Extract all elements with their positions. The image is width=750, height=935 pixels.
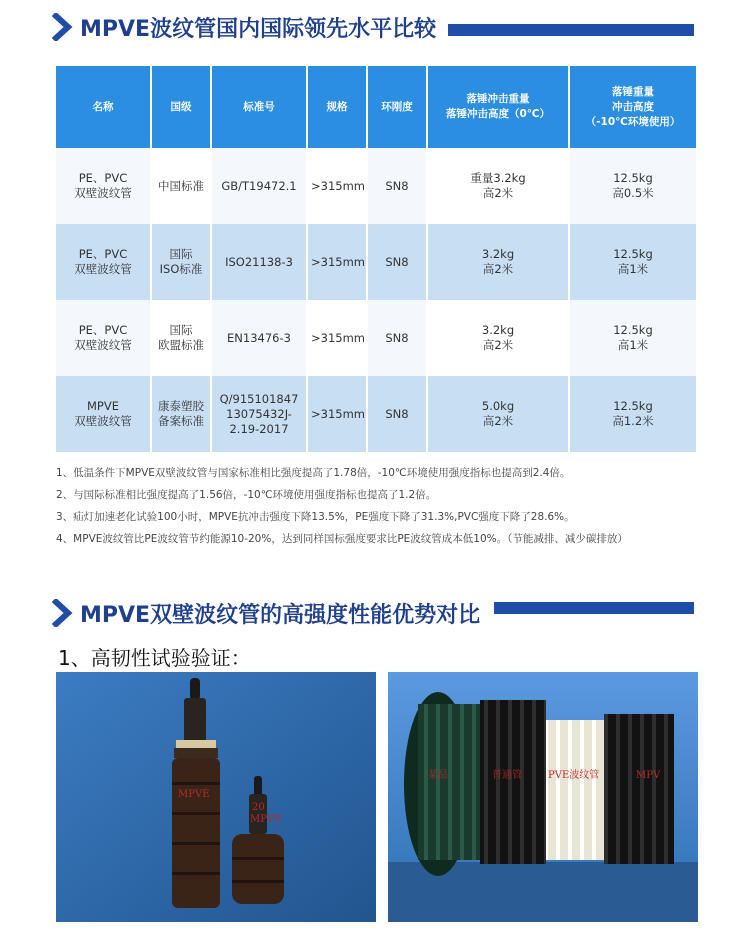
cell-impact-0c: 3.2kg 高2米: [428, 224, 570, 300]
cell-standard: ISO21138-3: [212, 224, 308, 300]
pipe-label: PVE波纹管: [548, 770, 600, 781]
table-row: [56, 376, 696, 452]
cell-standard: EN13476-3: [212, 300, 308, 376]
cell-impact-minus10c: 12.5kg 高0.5米: [570, 148, 696, 224]
chevron-right-icon: [50, 13, 76, 41]
cell-stiffness: SN8: [368, 224, 428, 300]
cell-level: 国际 ISO标准: [152, 224, 212, 300]
table-header-row: [56, 66, 696, 148]
cell-level: 康泰塑胶 备案标准: [152, 376, 212, 452]
chevron-right-icon: [50, 599, 76, 627]
cell-name: PE、PVC 双壁波纹管: [56, 148, 152, 224]
section-header-1: [0, 8, 750, 48]
cell-level: 中国标准: [152, 148, 212, 224]
subheading: 1、高韧性试验验证：: [58, 646, 251, 670]
cell-stiffness: SN8: [368, 148, 428, 224]
cell-impact-minus10c: 12.5kg 高1米: [570, 224, 696, 300]
cell-level: 国际 欧盟标准: [152, 300, 212, 376]
section-header-2: [0, 594, 750, 634]
cell-standard: GB/T19472.1: [212, 148, 308, 224]
cell-stiffness: SN8: [368, 376, 428, 452]
cell-spec: >315mm: [308, 224, 368, 300]
notes-list: [56, 462, 696, 550]
header-standard: 标准号: [212, 66, 308, 148]
section-divider-bar: [494, 602, 694, 614]
pipe-label: 某品: [428, 770, 448, 781]
note-item: 1、低温条件下MPVE双壁波纹管与国家标准相比强度提高了1.78倍，-10℃环境使用强度指标也提高到2.4倍。: [56, 467, 571, 479]
note-item: 3、疝灯加速老化试验100小时，MPVE抗冲击强度下降13.5%，PE强度下降了31.3%,PVC强度下降了28.6%。: [56, 511, 575, 523]
hammer-label: MPVE: [178, 789, 210, 800]
header-level: 国级: [152, 66, 212, 148]
pipe-label: 普通管: [492, 770, 522, 781]
header-impact-0c: 落锤冲击重量 落锤冲击高度（0℃）: [428, 66, 570, 148]
cell-spec: >315mm: [308, 376, 368, 452]
cell-impact-0c: 5.0kg 高2米: [428, 376, 570, 452]
header-stiffness: 环刚度: [368, 66, 428, 148]
header-spec: 规格: [308, 66, 368, 148]
cell-spec: >315mm: [308, 148, 368, 224]
cell-stiffness: SN8: [368, 300, 428, 376]
section-title: MPVE双壁波纹管的高强度性能优势对比: [80, 603, 481, 628]
table-row: [56, 148, 696, 224]
impact-hammer-photo: [56, 672, 376, 922]
cell-impact-minus10c: 12.5kg 高1米: [570, 300, 696, 376]
note-item: 4、MPVE波纹管比PE波纹管节约能源10-20%，达到同样国标强度要求比PE波纹管成本低10%。（节能减排、减少碳排放）: [56, 533, 628, 545]
cell-impact-minus10c: 12.5kg 高1.2米: [570, 376, 696, 452]
table-row: [56, 224, 696, 300]
cell-impact-0c: 重量3.2kg 高2米: [428, 148, 570, 224]
cell-name: PE、PVC 双壁波纹管: [56, 300, 152, 376]
cell-name: MPVE 双壁波纹管: [56, 376, 152, 452]
header-name: 名称: [56, 66, 152, 148]
pipe-samples-photo: [388, 672, 698, 922]
cell-standard: Q/915101847 13075432J- 2.19-2017: [212, 376, 308, 452]
cell-impact-0c: 3.2kg 高2米: [428, 300, 570, 376]
cell-name: PE、PVC 双壁波纹管: [56, 224, 152, 300]
comparison-table: [56, 66, 696, 452]
hammer-label: 20: [252, 802, 265, 813]
section-divider-bar: [448, 24, 694, 36]
note-item: 2、与国际标准相比强度提高了1.56倍，-10℃环境使用强度指标也提高了1.2倍。: [56, 489, 437, 501]
cell-spec: >315mm: [308, 300, 368, 376]
section-title: MPVE波纹管国内国际领先水平比较: [80, 17, 437, 42]
table-row: [56, 300, 696, 376]
header-impact-minus10c: 落锤重量 冲击高度 （-10℃环境使用）: [570, 66, 696, 148]
pipe-label: MPV: [636, 770, 661, 781]
hammer-label: MPVE: [250, 814, 282, 825]
